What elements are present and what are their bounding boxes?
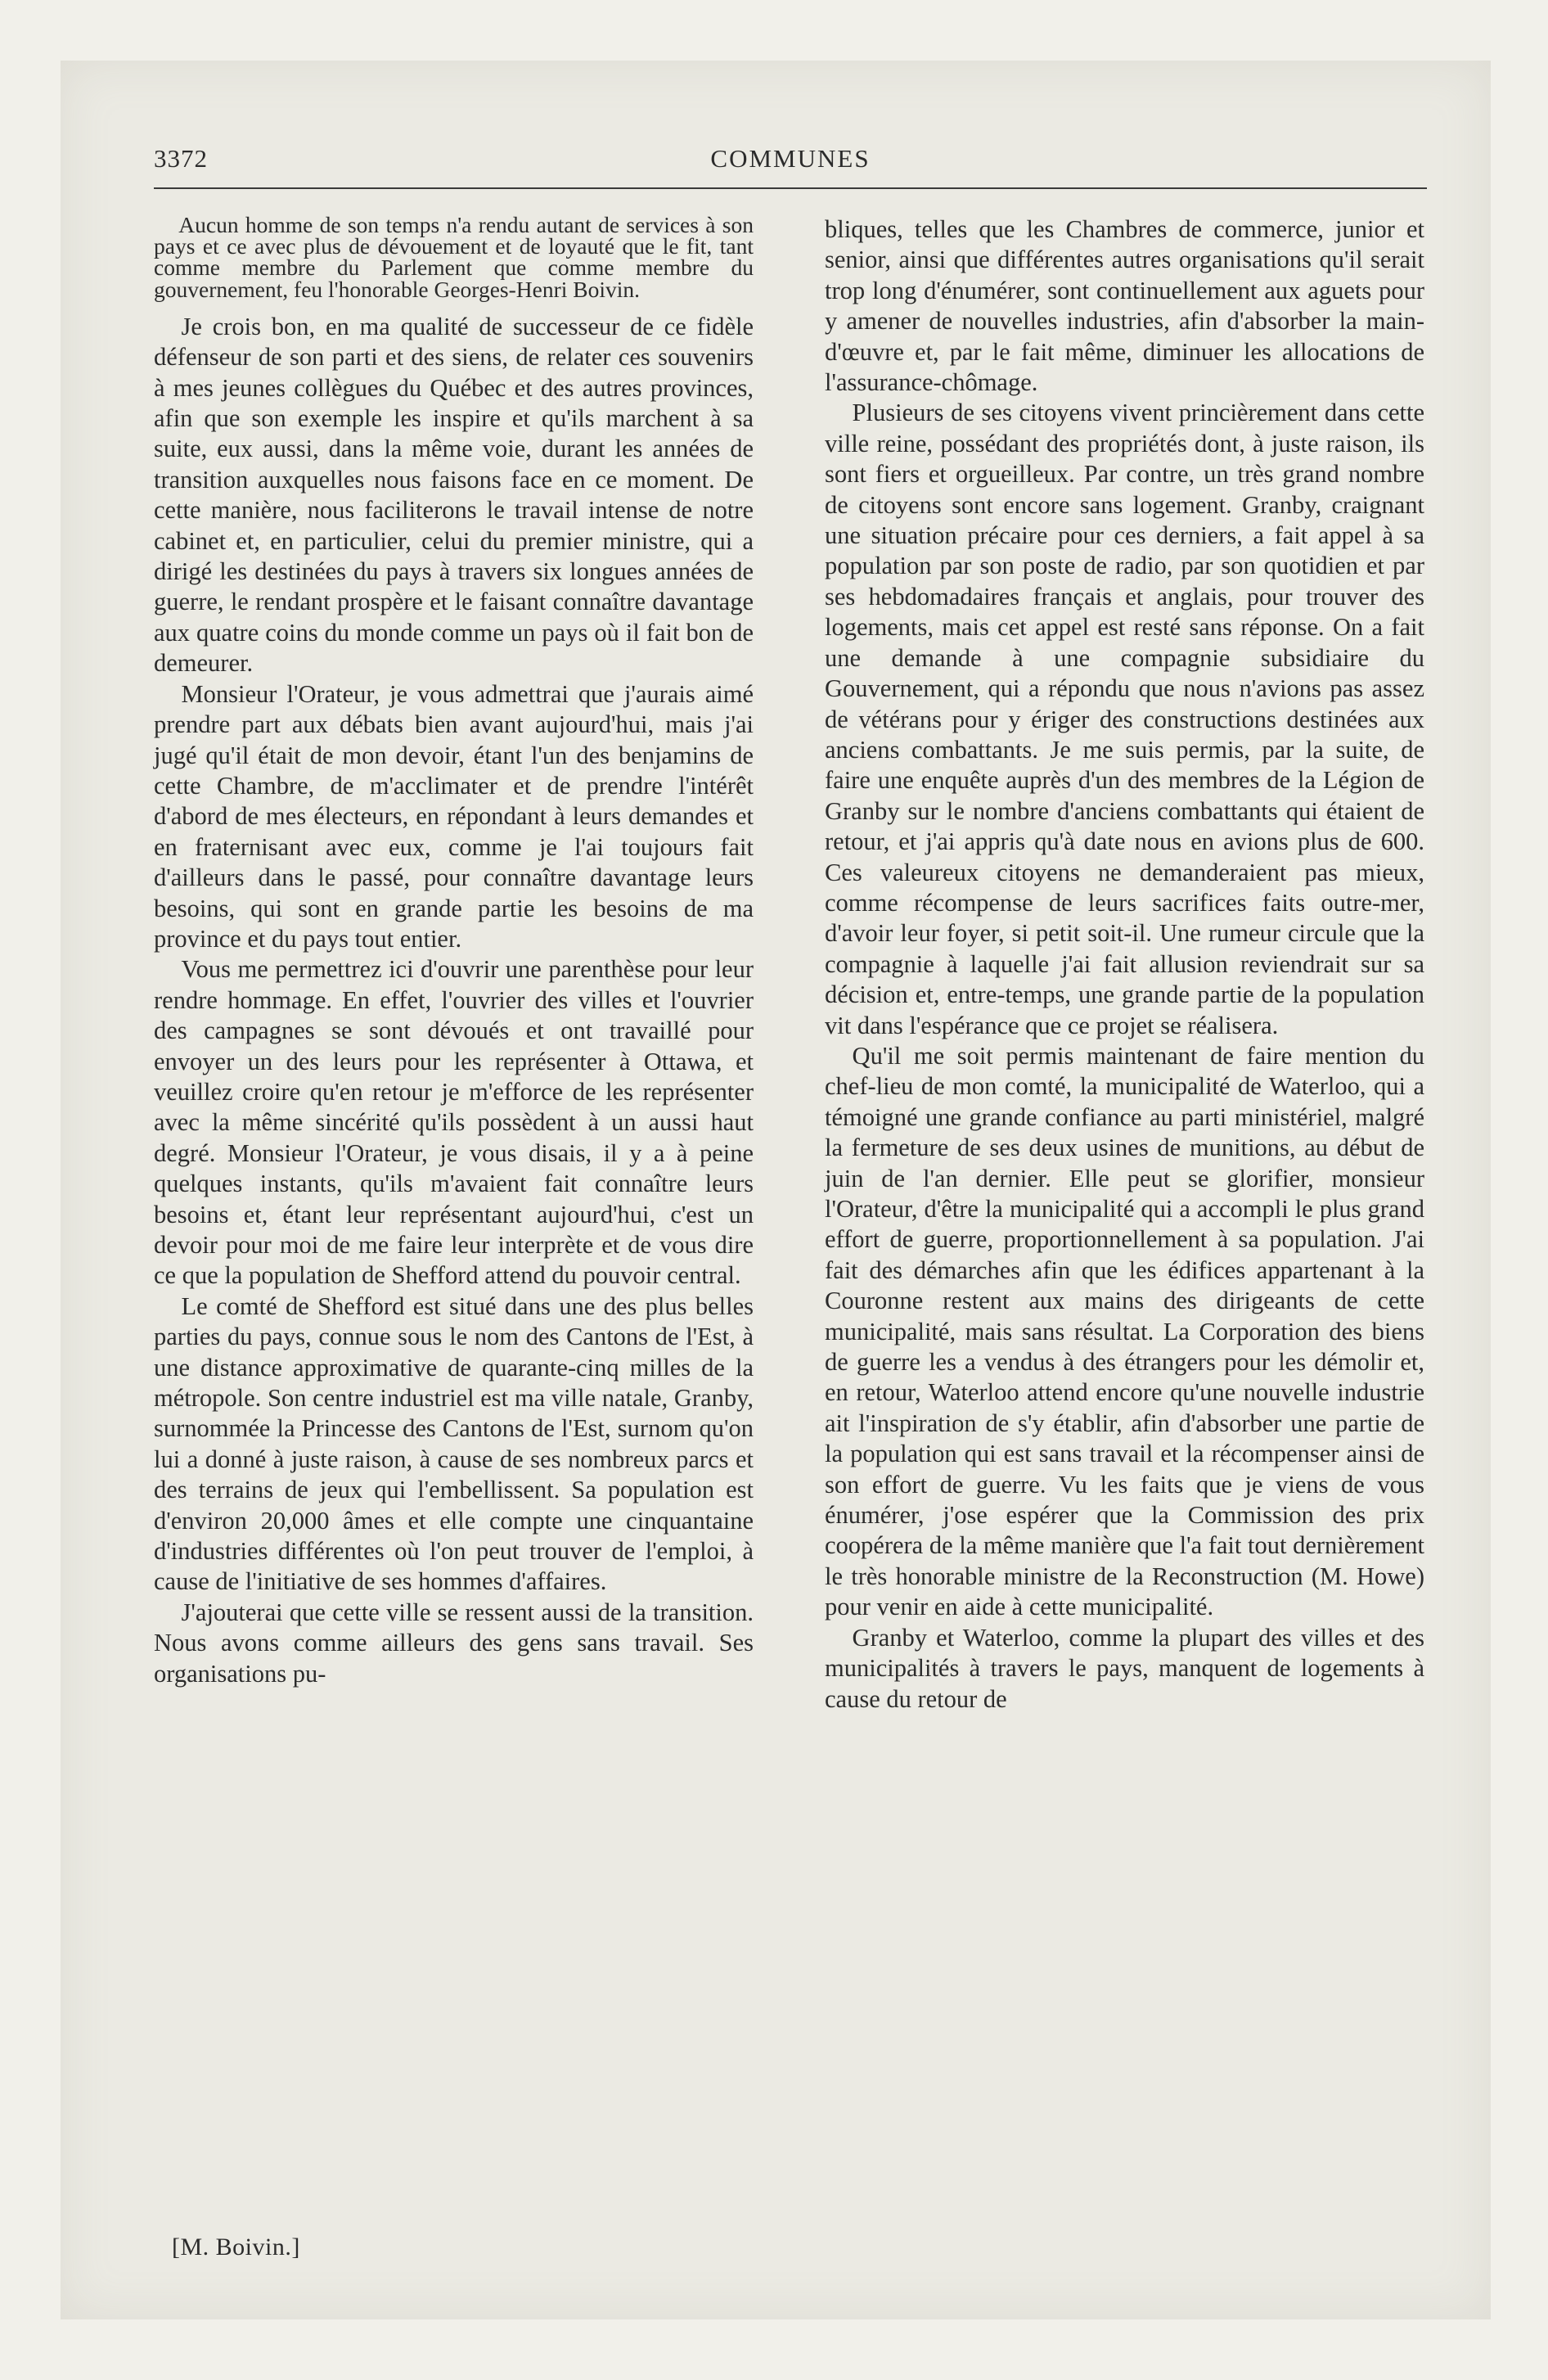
speaker-tag: [M. Boivin.] (172, 2234, 300, 2261)
page-header (154, 144, 1427, 177)
paragraph: Aucun homme de son temps n'a rendu autant de services à son pays et ce avec plus de dévouement et de loyauté que le fit, tant comme membre du Parlement que comme membre du gouvernement, feu l'honorable Georges-Henri Boivin. (154, 212, 754, 302)
paragraph: Monsieur l'Orateur, je vous admettrai que j'aurais aimé prendre part aux débats bien avant aujourd'hui, mais j'ai jugé qu'il était de mon devoir, étant l'un des benjamins de cette Chambre, de m'acclimater et de prendre l'intérêt d'abord de mes électeurs, en répondant à leurs demandes et en fraternisant avec eux, comme je l'ai toujours fait d'ailleurs dans le passé, pour connaître davantage leurs besoins, qui sont en grande partie les besoins de ma province et du pays tout entier. (154, 679, 754, 953)
paragraph: Plusieurs de ses citoyens vivent princièrement dans cette ville reine, possédant des propriétés dont, à juste raison, ils sont fiers et orgueilleux. Par contre, un très grand nombre de citoyens sont encore sans logement. Granby, craignant une situation précaire pour ces derniers, a fait appel à sa population par son poste de radio, par son quotidien et par ses hebdomadaires français et anglais, pour trouver des logements, mais cet appel est resté sans réponse. On a fait une demande à une compagnie subsidiaire du Gouvernement, qui a répondu que nous n'avions pas assez de vétérans pour y ériger des constructions destinées aux anciens combattants. Je me suis permis, par la suite, de faire une enquête auprès d'un des membres de la Légion de Granby sur le nombre d'anciens combattants qui étaient de retour, et j'ai appris qu'à date nous en avions plus de 600. Ces valeureux citoyens ne demanderaient pas mieux, comme récompense de leurs sacrifices faits outre-mer, d'avoir leur foyer, si petit soit-il. Une rumeur circule que la compagnie à laquelle j'ai fait allusion reviendrait sur sa décision et, entre-temps, une grande partie de la population vit dans l'espérance que ce projet se réalisera. (825, 399, 1424, 1039)
running-title: COMMUNES (710, 144, 871, 173)
right-column (825, 214, 1424, 1715)
left-column (154, 214, 754, 1689)
paragraph: J'ajouterai que cette ville se ressent aussi de la transition. Nous avons comme ailleurs des gens sans travail. Ses organisations pu- (154, 1598, 754, 1688)
paragraph: Qu'il me soit permis maintenant de faire mention du chef-lieu de mon comté, la municipalité de Waterloo, qui a témoigné une grande confiance au parti ministériel, malgré la fermeture de ses deux usines de munitions, au début de juin de l'an dernier. Elle peut se glorifier, monsieur l'Orateur, d'être la municipalité qui a accompli le plus grand effort de guerre, proportionnellement à sa population. J'ai fait des démarches afin que les édifices appartenant à la Couronne restent aux mains des dirigeants de cette municipalité, mais sans résultat. La Corporation des biens de guerre les a vendus à des étrangers pour les démolir et, en retour, Waterloo attend encore qu'une nouvelle industrie ait l'inspiration de s'y établir, afin d'absorber une partie de la population qui est sans travail et la récompenser ainsi de son effort de guerre. Vu les faits que je viens de vous énumérer, j'ose espérer que la Commission des prix coopérera de la même manière que l'a fait tout dernièrement le très honorable ministre de la Reconstruction (M. Howe) pour venir en aide à cette municipalité. (825, 1041, 1424, 1621)
paragraph: bliques, telles que les Chambres de commerce, junior et senior, ainsi que différentes autres organisations qu'il serait trop long d'énumérer, sont continuellement aux aguets pour y amener de nouvelles industries, afin d'absorber la main-d'œuvre et, par le fait même, diminuer les allocations de l'assurance-chômage. (825, 215, 1424, 397)
paragraph: Granby et Waterloo, comme la plupart des villes et des municipalités à travers le pays, manquent de logements à cause du retour de (825, 1623, 1424, 1713)
paragraph: Je crois bon, en ma qualité de successeur de ce fidèle défenseur de son parti et des siens, de relater ces souvenirs à mes jeunes collègues du Québec et des autres provinces, afin que son exemple les inspire et qu'ils marchent à sa suite, eux aussi, dans la même voie, durant les années de transition auxquelles nous faisons face en ce moment. De cette manière, nous faciliterons le travail intense de notre cabinet et, en particulier, celui du premier ministre, qui a dirigé les destinées du pays à travers six longues années de guerre, le rendant prospère et le faisant connaître davantage aux quatre coins du monde comme un pays où il fait bon de demeurer. (154, 312, 754, 678)
header-rule (154, 187, 1427, 189)
paragraph: Le comté de Shefford est situé dans une des plus belles parties du pays, connue sous le nom des Cantons de l'Est, à une distance approximative de quarante-cinq milles de la métropole. Son centre industriel est ma ville natale, Granby, surnommée la Princesse des Cantons de l'Est, surnom qu'on lui a donné à juste raison, à cause de ses nombreux parcs et des terrains de jeux qui l'embellissent. Sa population est d'environ 20,000 âmes et elle compte une cinquantaine d'industries différentes où l'on peut trouver de l'emploi, à cause de l'initiative de ses hommes d'affaires. (154, 1291, 754, 1596)
page-number: 3372 (154, 144, 208, 173)
paragraph: Vous me permettrez ici d'ouvrir une parenthèse pour leur rendre hommage. En effet, l'ouvrier des villes et l'ouvrier des campagnes se sont dévoués et ont travaillé pour envoyer un des leurs pour les représenter à Ottawa, et veuillez croire qu'en retour je m'efforce de les représenter avec la même sincérité qu'ils possèdent à un aussi haut degré. Monsieur l'Orateur, je vous disais, il y a à peine quelques instants, qu'ils m'avaient fait connaître leurs besoins et, étant leur représentant aujourd'hui, c'est un devoir pour moi de me faire leur interprète et de vous dire ce que la population de Shefford attend du pouvoir central. (154, 955, 754, 1290)
